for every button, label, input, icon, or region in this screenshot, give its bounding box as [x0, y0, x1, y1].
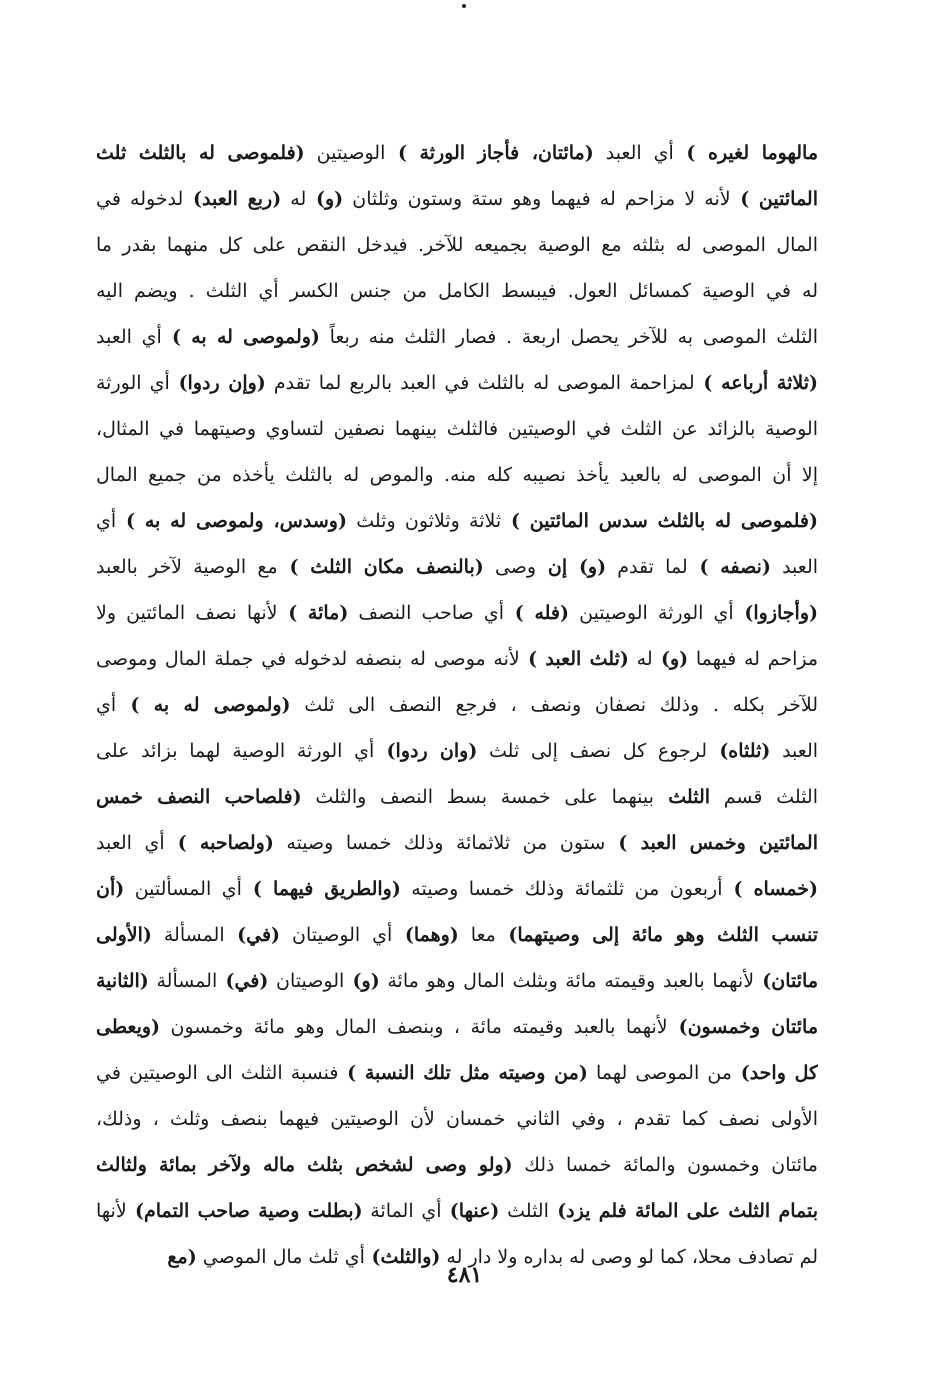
text-segment: لأنه لا مزاحم له فيهما وهو ستة وستون وثلثان [343, 188, 731, 210]
bold-segment: (بالنصف مكان الثلث ) [277, 556, 484, 578]
text-line [96, 498, 818, 544]
text-segment: الوصيتان [268, 970, 345, 992]
text-segment: له [628, 648, 653, 670]
text-line [96, 1004, 818, 1050]
bold-segment: (ثلث العبد ) [519, 648, 629, 670]
text-line [96, 682, 818, 728]
text-segment: مزاحم له فيهما [688, 648, 818, 670]
text-segment: لدخوله في [96, 188, 184, 210]
text-line [96, 268, 818, 314]
text-segment: وصى [483, 556, 537, 578]
text-segment: الثلث الموصى به للآخر يحصل اربعة . فصار الثلث منه ربعاً [319, 326, 818, 348]
text-segment: للآخر بكله . وذلك نصفان ونصف ، فرجع النصف الى ثلث [290, 694, 818, 716]
text-segment: أربعون من ثلثمائة وذلك خمسا وصيته [400, 878, 723, 900]
text-line [96, 1050, 818, 1096]
text-segment: المال الموصى له بثلثه مع الوصية بجميعه للآخر. فيدخل النقص على كل منهما بقدر ما [96, 234, 818, 256]
text-line [96, 222, 818, 268]
text-line [96, 406, 818, 452]
text-segment: أي العبد [593, 142, 674, 164]
text-segment: أي [96, 694, 117, 716]
text-line [96, 1096, 818, 1142]
bold-segment: (أن [96, 878, 125, 900]
text-segment: لأنهما بالعبد وقيمته مائة وبثلث المال وهو مائة [379, 970, 755, 992]
text-segment: ثلاثة وثلاثون وثلث [346, 510, 502, 532]
text-line [96, 958, 818, 1004]
text-segment: المسألة [151, 924, 225, 946]
bold-segment: (فلموصى له بالثلث ثلث [96, 142, 305, 164]
bold-segment: (مع [167, 1246, 197, 1268]
text-line [96, 314, 818, 360]
bold-segment: تنسب الثلث وهو مائة إلى وصيتهما) [495, 924, 818, 946]
text-segment: العبد [770, 740, 818, 762]
text-segment: أي الوصيتان [280, 924, 393, 946]
bold-segment: (ربع العبد) [183, 188, 282, 210]
bold-segment: (ولصاحبه ) [164, 832, 274, 854]
bold-segment: (وأجازوا) [733, 602, 818, 624]
text-segment: الوصيتين [304, 142, 386, 164]
bold-segment: مائتان) [754, 970, 818, 992]
body-text [96, 130, 818, 1280]
bold-segment: (فلصاحب النصف خمس [96, 786, 302, 808]
bold-segment: (خمساه ) [722, 878, 818, 900]
text-segment: لأنه موصى له بنصفه لدخوله في جملة المال وموصى [96, 648, 520, 670]
bold-segment: (في) [217, 970, 269, 992]
bold-segment: (و) [306, 188, 344, 210]
bold-segment: (ولموصى له به ) [116, 694, 291, 716]
text-line [96, 130, 818, 176]
bold-segment: (والطريق فيهما ) [241, 878, 401, 900]
text-segment: معا [458, 924, 496, 946]
bold-segment: (ثلاثة أرباعه ) [694, 372, 818, 394]
bold-segment: (في) [224, 924, 281, 946]
text-segment: لرجوع كل نصف إلى ثلث [477, 740, 708, 762]
text-line [96, 636, 818, 682]
bold-segment: (الأولى [96, 924, 152, 946]
ink-dot [462, 4, 466, 8]
text-segment: أي [96, 510, 117, 532]
text-segment: الثلث قسم [710, 786, 818, 808]
bold-segment: (ولو وصى لشخص بثلث ماله ولآخر بمائة ولثالث [96, 1154, 513, 1176]
bold-segment: بتمام الثلث على المائة فلم يزد) [548, 1200, 818, 1222]
text-segment: أي الورثة الوصية لهما بزائد على [96, 740, 375, 762]
text-line [96, 544, 818, 590]
text-segment: العبد [770, 556, 818, 578]
bold-segment: (مائة ) [277, 602, 349, 624]
bold-segment: (عنها) [441, 1200, 500, 1222]
text-segment: الثلث [499, 1200, 549, 1222]
text-segment: الأولى نصف كما تقدم ، وفي الثاني خمسان لأن الوصيتين فيهما بنصف وثلث ، وذلك، [96, 1108, 818, 1130]
text-segment: أي صاحب النصف [348, 602, 505, 624]
bold-segment: (وإن ردوا) [169, 372, 266, 394]
text-line [96, 728, 818, 774]
text-line [96, 866, 818, 912]
bold-segment: (و) [652, 648, 689, 670]
text-segment: ستون من ثلاثمائة وذلك خمسا وصيته [273, 832, 606, 854]
bold-segment: الثلث [653, 786, 711, 808]
bold-segment: (من وصيته مثل تلك النسبة ) [338, 1062, 588, 1084]
text-segment: فنسبة الثلث الى الوصيتين في [96, 1062, 339, 1084]
text-segment: لمزاحمة الموصى له بالثلث في العبد بالربع لما تقدم [265, 372, 695, 394]
bold-segment: مائتان وخمسون) [667, 1016, 818, 1038]
bold-segment: (الثانية [96, 970, 149, 992]
text-line [96, 452, 818, 498]
text-segment: أي العبد [96, 832, 165, 854]
text-segment: لما تقدم [606, 556, 688, 578]
text-segment: إلا أن الموصى له بالعبد يأخذ نصيبه كله منه. والموص له بالثلث يأخذه من جميع المال [96, 464, 818, 486]
text-segment: من الموصى لهما [587, 1062, 732, 1084]
bold-segment: مالهوما لغيره ) [673, 142, 818, 164]
text-segment: مع الوصية لآخر بالعبد [96, 556, 278, 578]
text-line [96, 360, 818, 406]
bold-segment: (وسدس، ولموصى له به ) [116, 510, 347, 532]
text-segment: لأنها [96, 1200, 127, 1222]
text-segment: لم تصادف محلا، كما لو وصى له بداره ولا دار له [440, 1246, 818, 1268]
text-line [96, 1142, 818, 1188]
text-line [96, 176, 818, 222]
bold-segment: (وهما) [392, 924, 459, 946]
bold-segment: (و) إن [536, 556, 607, 578]
text-segment: بينهما على خمسة بسط النصف والثلث [301, 786, 654, 808]
text-segment: لأنها نصف المائتين ولا [96, 602, 278, 624]
bold-segment: (والثلث) [364, 1246, 441, 1268]
text-segment: له في الوصية كمسائل العول. فيبسط الكامل من جنس الكسر أي الثلث . ويضم اليه [96, 280, 818, 302]
page-number: ٤٨١ [446, 1262, 483, 1288]
text-line [96, 1188, 818, 1234]
text-line [96, 912, 818, 958]
text-segment: أي ثلث مال الموصي [196, 1246, 365, 1268]
bold-segment: (فلموصى له بالثلث سدس المائتين ) [501, 510, 818, 532]
text-segment: المسألة [148, 970, 218, 992]
bold-segment: (ثلثاه) [707, 740, 771, 762]
bold-segment: (مائتان، فأجاز الورثة ) [385, 142, 594, 164]
bold-segment: (بطلت وصية صاحب التمام) [126, 1200, 363, 1222]
text-segment: له [281, 188, 307, 210]
text-line [96, 590, 818, 636]
text-segment: أي الورثة [96, 372, 170, 394]
text-segment: أي العبد [96, 326, 162, 348]
text-segment: أي المسألتين [124, 878, 242, 900]
bold-segment: كل واحد) [732, 1062, 818, 1084]
bold-segment: المائتين وخمس العبد ) [605, 832, 818, 854]
bold-segment: (نصفه ) [687, 556, 771, 578]
bold-segment: (ولموصى له به ) [161, 326, 320, 348]
bold-segment: (فله ) [504, 602, 569, 624]
bold-segment: (ويعطى [96, 1016, 161, 1038]
text-segment: مائتان وخمسون والمائة خمسا ذلك [512, 1154, 818, 1176]
text-line [96, 820, 818, 866]
bold-segment: المائتين ) [730, 188, 818, 210]
text-segment: أي المائة [362, 1200, 442, 1222]
bold-segment: (و) [344, 970, 380, 992]
text-segment: أي الورثة الوصيتين [569, 602, 734, 624]
text-segment: لأنهما بالعبد وقيمته مائة ، وبنصف المال وهو مائة وخمسون [160, 1016, 668, 1038]
bold-segment: (وان ردوا) [374, 740, 478, 762]
text-line [96, 774, 818, 820]
text-segment: الوصية بالزائد عن الثلث في الوصيتين فالثلث بينهما نصفين لتساوي وصيتهما في المثال، [96, 418, 818, 440]
